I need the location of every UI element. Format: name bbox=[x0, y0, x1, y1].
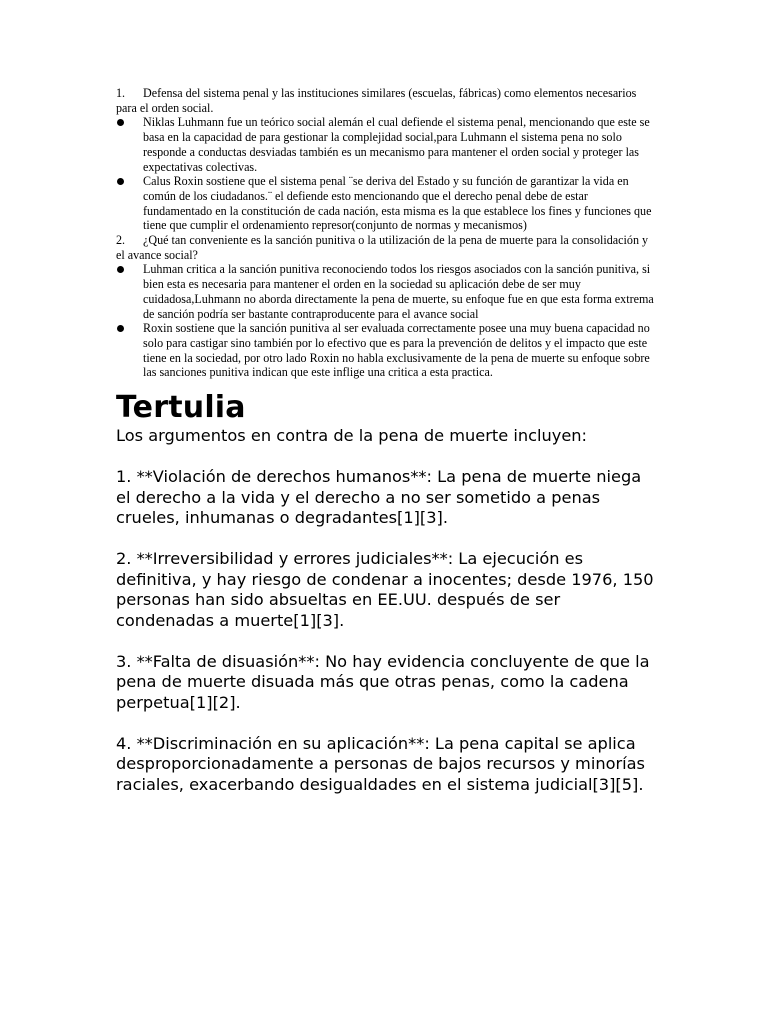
bullet-icon bbox=[117, 178, 124, 185]
bullet-icon bbox=[117, 119, 124, 126]
tertulia-intro: Los argumentos en contra de la pena de muerte incluyen: bbox=[116, 426, 587, 446]
bullet-text: Niklas Luhmann fue un teórico social alemán el cual defiende el sistema penal, mencionando que este se basa en la capacidad de para gestionar la complejidad social,para Luhmann el sistema pena no solo responde a conductas desviadas también es un mecanismo para mantener el orden social y proteger las expectativas colectivas. bbox=[143, 115, 650, 174]
bullet-text: Roxin sostiene que la sanción punitiva al ser evaluada correctamente posee una muy buena capacidad no solo para castigar sino también por lo efectivo que es para la prevención de delitos y el impacto que este tiene en la sociedad, por otro lado Roxin no habla exclusivamente de la pena de muerte su enfoque sobre las sanciones punitiva indican que este inflige una critica a esta practica. bbox=[143, 321, 650, 380]
list-item bbox=[116, 262, 656, 321]
argument-paragraph: 1. **Violación de derechos humanos**: La pena de muerte niega el derecho a la vida y el derecho a no ser sometido a penas crueles, inhumanas o degradantes[1][3]. bbox=[116, 467, 642, 528]
tertulia-heading: Tertulia bbox=[116, 390, 246, 426]
document-body bbox=[116, 86, 656, 816]
argument-paragraph: 4. **Discriminación en su aplicación**: La pena capital se aplica desproporcionadamente a personas de bajos recursos y minorías raciales, exacerbando desigualdades en el sistema judicial[3][5]. bbox=[116, 733, 645, 794]
argument-paragraph: 3. **Falta de disuasión**: No hay evidencia concluyente de que la pena de muerte disuada más que otras penas, como la cadena perpetua[1][2]. bbox=[116, 651, 650, 712]
question-2-bullets bbox=[116, 262, 656, 380]
bullet-icon bbox=[117, 325, 124, 332]
argument-paragraph: 2. **Irreversibilidad y errores judiciales**: La ejecución es definitiva, y hay riesgo de condenar a inocentes; desde 1976, 150 personas han sido absueltas en EE.UU. después de ser condenadas a muerte[1][3]. bbox=[116, 549, 654, 630]
question-1 bbox=[116, 86, 656, 115]
question-number: 2. bbox=[116, 233, 126, 248]
bullet-icon bbox=[117, 266, 124, 273]
bullet-text: Luhman critica a la sanción punitiva reconociendo todos los riesgos asociados con la sanción punitiva, si bien esta es necesaria para mantener el orden en la sociedad su aplicación debe de ser muy cuidadosa,Luhmann no aborda directamente la pena de muerte, su enfoque fue en que esta forma extrema de sanción podría ser bastante contraproducente para el avance social bbox=[143, 262, 654, 321]
bullet-text: Calus Roxin sostiene que el sistema penal ¨se deriva del Estado y su función de garantizar la vida en común de los ciudadanos.¨ el defiende esto mencionando que el derecho penal debe de estar fundamentado en la constitución de cada nación, esta misma es la que establece los fines y funciones que tiene que cumplir el ordenamiento represor(conjunto de normas y mecanismos) bbox=[143, 174, 652, 233]
question-1-bullets bbox=[116, 115, 656, 233]
list-item bbox=[116, 321, 656, 380]
question-text: Defensa del sistema penal y las instituciones similares (escuelas, fábricas) como elementos necesarios para el orden social. bbox=[116, 86, 637, 115]
questions-section bbox=[116, 86, 656, 380]
list-item bbox=[116, 115, 656, 174]
tertulia-body bbox=[116, 426, 656, 795]
question-number: 1. bbox=[116, 86, 126, 100]
list-item bbox=[116, 174, 656, 233]
question-text: ¿Qué tan conveniente es la sanción punitiva o la utilización de la pena de muerte para la consolidación y el avance social? bbox=[116, 233, 649, 262]
question-2 bbox=[116, 233, 656, 262]
